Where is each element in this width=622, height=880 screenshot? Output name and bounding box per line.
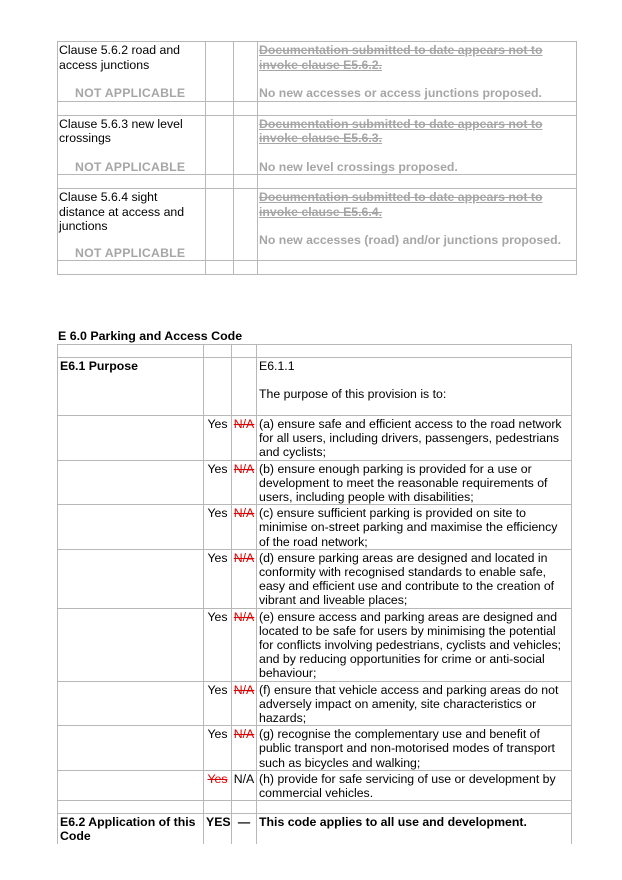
comment-note: No new accesses (road) and/or junctions proposed. xyxy=(259,233,562,247)
clause-ref: E6.1.1 xyxy=(259,359,295,373)
clause-title: Clause 5.6.3 new level crossings xyxy=(59,116,183,145)
table-row xyxy=(58,261,577,275)
table-row xyxy=(58,175,577,189)
clause-cell xyxy=(58,115,206,175)
purpose-label: E6.1 Purpose xyxy=(58,358,204,416)
yes-mark: Yes xyxy=(204,681,232,726)
purpose-item: (g) recognise the complementary use and benefit of public transport and non-motorised modes of transport such as bicycles and walking; xyxy=(257,726,572,771)
purpose-intro-cell xyxy=(257,358,572,416)
purpose-item: (c) ensure sufficient parking is provided on site to minimise on-street parking and maximise the efficiency of the road network; xyxy=(257,505,572,550)
table-row xyxy=(58,115,577,175)
clause-title: Clause 5.6.4 sight distance at access and junctions xyxy=(59,190,185,233)
purpose-item: (h) provide for safe servicing of use or development by commercial vehicles. xyxy=(257,770,572,800)
struck-comment: Documentation submitted to date appears not to invoke clause E5.6.4. xyxy=(259,190,543,219)
table-row xyxy=(58,101,577,115)
comment-cell xyxy=(258,189,577,261)
comment-note: No new level crossings proposed. xyxy=(259,159,458,174)
application-label: E6.2 Application of this Code xyxy=(58,814,204,844)
clause-table xyxy=(57,41,577,275)
comment-note: No new accesses or access junctions proposed. xyxy=(259,86,542,100)
table-row xyxy=(58,608,572,681)
na-mark-struck: N/A xyxy=(233,682,255,697)
table-row xyxy=(58,42,577,102)
na-mark-struck: N/A xyxy=(233,609,255,624)
status-label: NOT APPLICABLE xyxy=(75,159,186,174)
table-row xyxy=(58,345,572,358)
purpose-item: (f) ensure that vehicle access and parking areas do not adversely impact on amenity, site characteristics or hazards; xyxy=(257,681,572,726)
table-row xyxy=(58,726,572,771)
purpose-item: (d) ensure parking areas are designed and located in conformity with recognised standards to enable safe, easy and efficient use and contribute to the creation of vibrant and liveable places; xyxy=(257,549,572,608)
application-text: This code applies to all use and development. xyxy=(257,814,572,844)
table-row xyxy=(58,801,572,814)
purpose-item: (e) ensure access and parking areas are designed and located to be safe for users by minimising the potential for conflicts involving pedestrians, cyclists and vehicles; and by reducing opportunities for crime or anti-social behaviour; xyxy=(257,608,572,681)
na-mark-struck: N/A xyxy=(233,550,255,565)
yes-mark: Yes xyxy=(204,726,232,771)
yes-mark: Yes xyxy=(204,549,232,608)
na-mark-struck: N/A xyxy=(233,461,255,476)
table-row xyxy=(58,814,572,844)
status-label: NOT APPLICABLE xyxy=(75,245,186,260)
table-row xyxy=(58,770,572,800)
clause-cell xyxy=(58,189,206,261)
table-row xyxy=(58,189,577,261)
application-dash: — xyxy=(232,814,257,844)
yes-mark: Yes xyxy=(204,608,232,681)
na-mark-struck: N/A xyxy=(233,727,255,742)
comment-cell xyxy=(258,42,577,102)
table-row xyxy=(58,460,572,505)
table-row xyxy=(58,358,572,416)
comment-cell xyxy=(258,115,577,175)
table-row xyxy=(58,549,572,608)
section-heading: E 6.0 Parking and Access Code xyxy=(58,329,243,343)
clause-title: Clause 5.6.2 road and access junctions xyxy=(59,43,181,72)
purpose-intro: The purpose of this provision is to: xyxy=(259,387,447,402)
purpose-item: (b) ensure enough parking is provided for a use or development to meet the reasonable requirements of users, including people with disabilities; xyxy=(257,460,572,505)
struck-comment: Documentation submitted to date appears not to invoke clause E5.6.3. xyxy=(259,116,543,145)
table-row xyxy=(58,681,572,726)
yes-mark: Yes xyxy=(204,460,232,505)
na-mark: N/A xyxy=(232,770,257,800)
struck-comment: Documentation submitted to date appears not to invoke clause E5.6.2. xyxy=(259,43,543,72)
na-mark-struck: N/A xyxy=(233,506,255,521)
parking-code-table xyxy=(57,344,572,844)
application-yes: YES xyxy=(204,814,232,844)
table-row xyxy=(58,505,572,550)
purpose-item: (a) ensure safe and efficient access to the road network for all users, including drivers, passengers, pedestrians and cyclists; xyxy=(257,416,572,461)
yes-mark-struck: Yes xyxy=(207,771,228,786)
yes-mark: Yes xyxy=(204,505,232,550)
status-label: NOT APPLICABLE xyxy=(75,86,186,100)
na-mark-struck: N/A xyxy=(233,417,255,431)
yes-mark: Yes xyxy=(204,416,232,461)
table-row xyxy=(58,416,572,461)
clause-cell xyxy=(58,42,206,102)
